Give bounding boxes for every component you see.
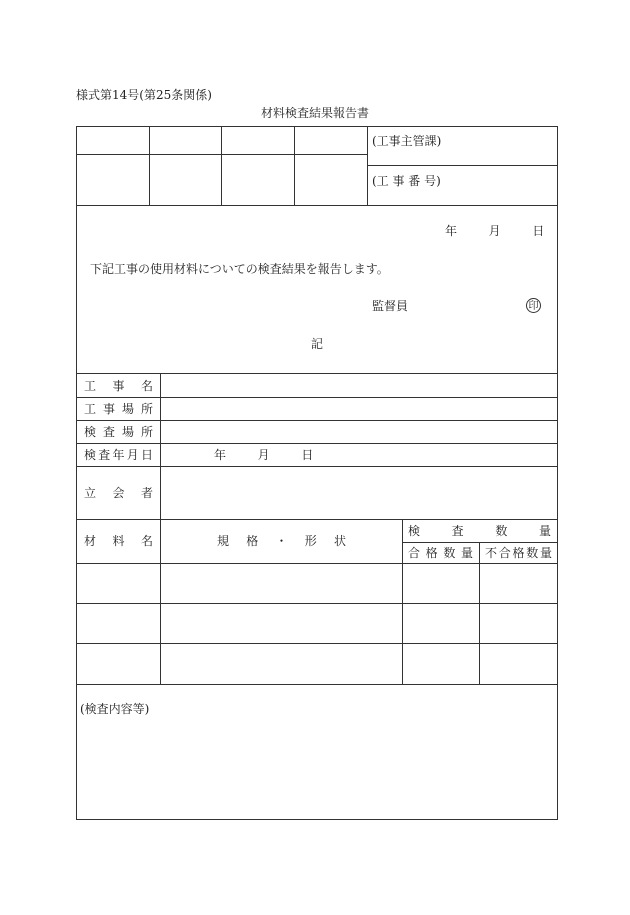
report-date[interactable]: [445, 224, 544, 238]
material-row-1-fail[interactable]: [480, 564, 557, 602]
approval-cell-3-top[interactable]: [222, 127, 293, 154]
document-title: 材料検査結果報告書: [260, 106, 369, 120]
row-line: [76, 443, 558, 444]
ki-label: 記: [311, 337, 324, 351]
seal-mark: 印: [526, 298, 541, 313]
fail-qty-header: 不 合 格 数 量: [485, 546, 552, 560]
pass-qty-header: 合 格 数 量: [408, 546, 473, 560]
top-grid-vline: [367, 126, 368, 205]
approval-cell-3-bottom[interactable]: [222, 155, 293, 204]
section-divider: [76, 205, 558, 206]
work-name-field[interactable]: [161, 374, 557, 396]
witness-field[interactable]: [161, 467, 557, 518]
inspection-site-label: 検 査 場 所: [84, 425, 153, 439]
top-grid-right-hline: [367, 165, 558, 166]
material-row-3-pass[interactable]: [403, 644, 478, 683]
remarks-label: (検査内容等): [80, 702, 150, 716]
material-row-3-spec[interactable]: [161, 644, 401, 683]
report-date-year: 年: [445, 224, 458, 238]
inspector-label: 監督員: [372, 299, 409, 313]
form-number: 様式第14号(第25条関係): [76, 88, 212, 102]
row-line: [76, 519, 558, 520]
work-site-field[interactable]: [161, 398, 557, 419]
approval-cell-2-top[interactable]: [150, 127, 220, 154]
approval-cell-1-bottom[interactable]: [77, 155, 148, 204]
work-number-label: (工 事 番 号): [372, 174, 441, 188]
material-row-2-name[interactable]: [77, 604, 159, 642]
qty-header-line: [402, 542, 558, 543]
inspection-date-month: 月: [257, 448, 270, 462]
material-row-1-name[interactable]: [77, 564, 159, 602]
row-line: [76, 684, 558, 685]
approval-cell-4-top[interactable]: [295, 127, 366, 154]
report-statement: 下記工事の使用材料についての検査結果を報告します。: [90, 262, 389, 276]
material-row-1-spec[interactable]: [161, 564, 401, 602]
work-name-label: 工 事 名: [84, 379, 153, 393]
approval-cell-2-bottom[interactable]: [150, 155, 220, 204]
dept-label: (工事主管課): [372, 134, 442, 148]
material-row-1-pass[interactable]: [403, 564, 478, 602]
witness-label: 立 会 者: [84, 486, 153, 500]
remarks-field[interactable]: [77, 720, 557, 818]
material-row-2-spec[interactable]: [161, 604, 401, 642]
work-site-label: 工 事 場 所: [84, 402, 153, 416]
report-date-month: 月: [488, 224, 501, 238]
inspection-date-day: 日: [301, 448, 314, 462]
material-row-2-pass[interactable]: [403, 604, 478, 642]
inspection-qty-header: 検 査 数 量: [408, 524, 551, 538]
report-date-day: 日: [532, 224, 545, 238]
material-row-3-name[interactable]: [77, 644, 159, 683]
inspection-date-year: 年: [214, 448, 227, 462]
inspection-site-field[interactable]: [161, 421, 557, 442]
inspection-date-label: 検 査 年 月 日: [84, 448, 153, 462]
approval-cell-4-bottom[interactable]: [295, 155, 366, 204]
material-name-header: 材 料 名: [84, 534, 153, 548]
approval-cell-1-top[interactable]: [77, 127, 148, 154]
inspection-date-field[interactable]: [214, 448, 313, 462]
material-row-2-fail[interactable]: [480, 604, 557, 642]
material-row-3-fail[interactable]: [480, 644, 557, 683]
spec-header: 規 格 ・ 形 状: [217, 534, 346, 548]
